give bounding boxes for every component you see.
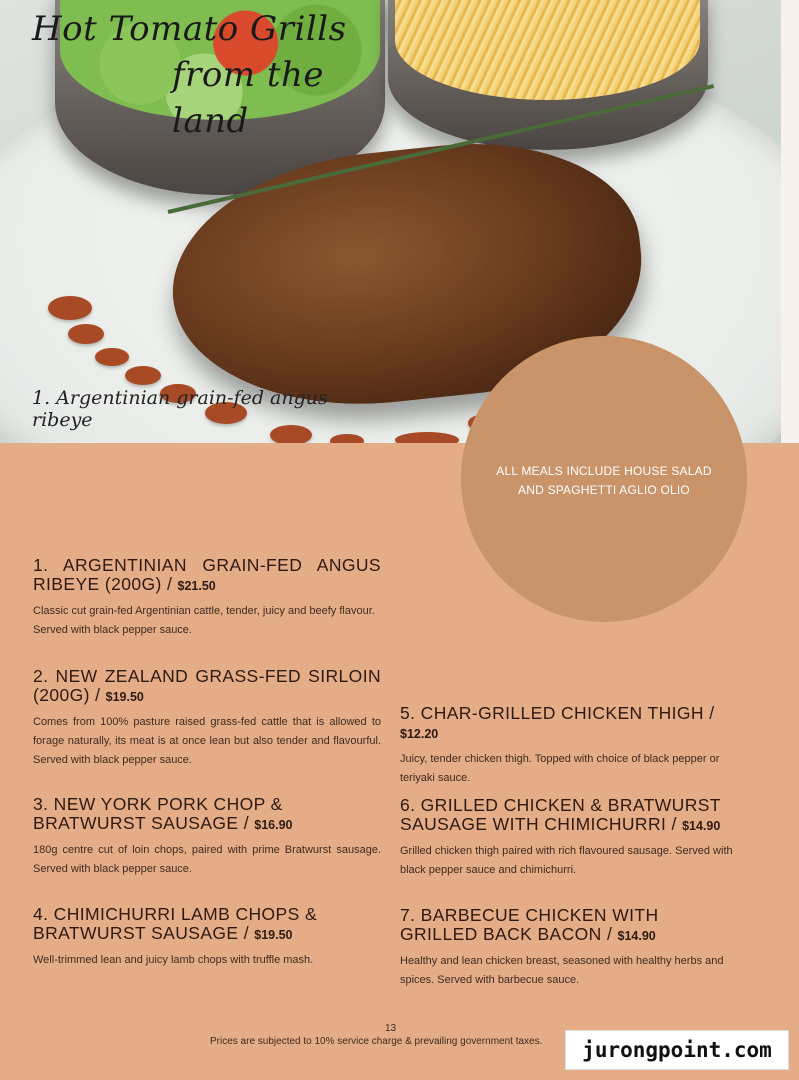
menu-item-name: 4. CHIMICHURRI LAMB CHOPS & BRATWURST SAUSAGE /: [33, 904, 318, 943]
price-disclaimer: Prices are subjected to 10% service charge & prevailing government taxes.: [210, 1036, 543, 1047]
menu-item: [33, 667, 381, 770]
meals-note-line1: ALL MEALS INCLUDE HOUSE SALAD: [496, 464, 712, 478]
page-title: [32, 6, 412, 144]
menu-item-title: [400, 906, 730, 946]
menu-item-description: 180g centre cut of loin chops, paired with prime Bratwurst sausage. Served with black pepper sauce.: [33, 844, 381, 875]
source-watermark: jurongpoint.com: [565, 1030, 789, 1070]
menu-item-price: $21.50: [177, 579, 216, 593]
menu-item-price: $16.90: [254, 818, 293, 832]
menu-item-description: Comes from 100% pasture raised grass-fed cattle that is allowed to forage naturally, its meat is at once lean but also tender and flavourful. Served with black pepper sauce.: [33, 716, 381, 766]
menu-item-price: $19.50: [105, 690, 144, 704]
menu-item-description: Grilled chicken thigh paired with rich flavoured sausage. Served with black pepper sauce and chimichurri.: [400, 845, 733, 876]
menu-item-price: $14.90: [682, 819, 721, 833]
menu-item-title: [33, 667, 381, 707]
menu-item: [400, 704, 755, 788]
page-title-line1: Hot Tomato Grills: [32, 9, 347, 49]
menu-item-name: 5. CHAR-GRILLED CHICKEN THIGH /: [400, 703, 715, 723]
menu-item-name: 1. ARGENTINIAN GRAIN-FED ANGUS RIBEYE (200G) /: [33, 555, 381, 594]
menu-item-title: [33, 905, 333, 945]
menu-item: [400, 796, 755, 880]
page-edge: [781, 0, 799, 443]
photo-caption: 1. Argentinian grain-fed angus ribeye: [32, 387, 328, 431]
menu-item-description: Classic cut grain-fed Argentinian cattle, tender, juicy and beefy flavour. Served with black pepper sauce.: [33, 605, 375, 636]
menu-item: [33, 795, 381, 879]
menu-item-description: Juicy, tender chicken thigh. Topped with choice of black pepper or teriyaki sauce.: [400, 753, 720, 784]
meals-note: [475, 462, 733, 500]
menu-item-price: $19.50: [254, 928, 293, 942]
menu-item-name: 2. NEW ZEALAND GRASS-FED SIRLOIN (200G) /: [33, 666, 381, 705]
menu-item-name: 3. NEW YORK PORK CHOP & BRATWURST SAUSAGE /: [33, 794, 283, 833]
sauce-dot: [125, 366, 161, 385]
menu-item: [33, 905, 381, 970]
sauce-dot: [48, 296, 92, 320]
menu-item: [33, 556, 381, 640]
menu-item-description: Healthy and lean chicken breast, seasoned with healthy herbs and spices. Served with barbecue sauce.: [400, 955, 724, 986]
menu-item-title: [400, 704, 755, 744]
menu-item-title: [33, 795, 323, 835]
sauce-dot: [95, 348, 129, 366]
menu-item-price: $14.90: [617, 929, 656, 943]
menu-item: [400, 906, 755, 990]
menu-item-description: Well-trimmed lean and juicy lamb chops with truffle mash.: [33, 954, 314, 966]
menu-item-title: [33, 556, 381, 596]
meals-note-line2: AND SPAGHETTI AGLIO OLIO: [518, 483, 690, 497]
menu-item-name: 7. BARBECUE CHICKEN WITH GRILLED BACK BACON /: [400, 905, 659, 944]
menu-item-name: 6. GRILLED CHICKEN & BRATWURST SAUSAGE WITH CHIMICHURRI /: [400, 795, 721, 834]
page-title-line2: from the land: [172, 55, 325, 141]
menu-item-title: [400, 796, 730, 836]
sauce-dot: [68, 324, 104, 344]
menu-item-price: $12.20: [400, 727, 439, 741]
page-number: 13: [384, 1023, 397, 1034]
sauce-dot: [330, 434, 364, 443]
sauce-dot: [395, 432, 459, 443]
